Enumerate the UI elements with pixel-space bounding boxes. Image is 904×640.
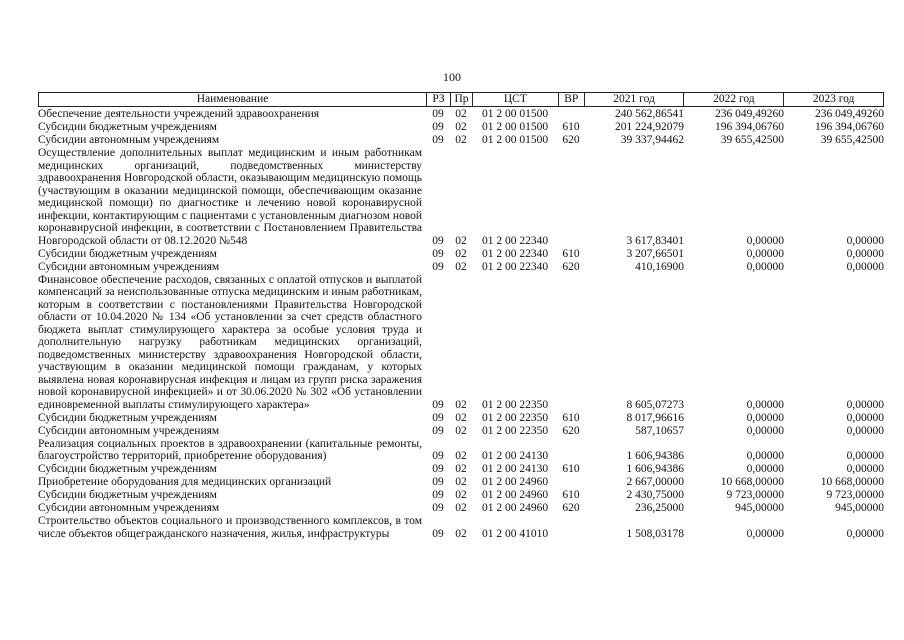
cell-name: Субсидии бюджетным учреждениям — [38, 411, 217, 424]
column-header-2022: 2022 год — [683, 93, 783, 106]
table-body — [38, 108, 884, 541]
cell-name: Субсидии автономным учреждениям — [38, 260, 220, 273]
cell-2023: 0,00000 — [846, 424, 884, 437]
cell-cst: 01 2 00 01500 — [481, 121, 549, 133]
table-row — [38, 425, 884, 438]
cell-rz: 09 — [432, 121, 444, 133]
cell-cst: 01 2 00 22350 — [481, 411, 549, 424]
cell-cst: 01 2 00 01500 — [481, 134, 549, 146]
table-row — [38, 274, 884, 412]
cell-2022: 0,00000 — [746, 424, 784, 437]
cell-name: Субсидии автономным учреждениям — [38, 502, 220, 514]
cell-cst: 01 2 00 24960 — [481, 489, 549, 501]
cell-2023: 0,00000 — [846, 527, 884, 540]
table-row — [38, 412, 884, 425]
cell-2023: 945,00000 — [835, 502, 884, 514]
cell-cst: 01 2 00 24130 — [481, 450, 549, 462]
cell-pr: 02 — [455, 134, 467, 146]
cell-2022: 0,00000 — [746, 463, 784, 475]
cell-rz: 09 — [432, 247, 444, 260]
cell-name: Реализация социальных проектов в здравоохранении (капитальные ремонты, благоустройство территорий, приобретение оборудования) — [38, 437, 422, 462]
cell-vr: 610 — [562, 463, 580, 475]
cell-pr: 02 — [455, 463, 467, 475]
cell-2021: 201 224,92079 — [615, 121, 684, 133]
cell-2022: 0,00000 — [746, 411, 784, 424]
cell-rz: 09 — [432, 108, 444, 120]
table-row — [38, 463, 884, 476]
cell-rz: 09 — [432, 398, 444, 411]
cell-2022: 39 655,42500 — [720, 134, 784, 146]
cell-name: Обеспечение деятельности учреждений здравоохранения — [38, 108, 320, 120]
cell-2022: 0,00000 — [746, 247, 784, 260]
cell-2023: 9 723,00000 — [826, 489, 884, 501]
cell-name: Субсидии бюджетным учреждениям — [38, 489, 217, 501]
table-header — [38, 92, 884, 107]
cell-name: Строительство объектов социального и производственного комплексов, в том числе объектов общегражданского назначения, жилья, инфраструктуры — [38, 515, 422, 540]
cell-2023: 10 668,00000 — [820, 476, 884, 488]
cell-2022: 0,00000 — [746, 450, 784, 462]
cell-cst: 01 2 00 22340 — [481, 247, 549, 260]
column-header-name: Наименование — [196, 93, 269, 105]
column-header-2023: 2023 год — [783, 93, 883, 106]
table-row — [38, 502, 884, 515]
cell-2022: 0,00000 — [746, 398, 784, 411]
cell-cst: 01 2 00 24960 — [481, 476, 549, 488]
cell-2021: 2 667,00000 — [626, 476, 684, 488]
column-header-2021: 2021 год — [584, 93, 684, 106]
cell-vr: 610 — [562, 247, 580, 260]
cell-vr: 620 — [562, 502, 580, 514]
cell-2023: 0,00000 — [846, 411, 884, 424]
column-header-rz: РЗ — [426, 93, 450, 106]
cell-pr: 02 — [455, 234, 467, 247]
cell-2023: 0,00000 — [846, 463, 884, 475]
cell-name: Осуществление дополнительных выплат медицинским и иным работникам медицинских организаций, подведомственных министерству здравоохранения Новгородской области, оказывающим медицинскую помощь (участвующим в оказании медицинской помощи, обеспечивающим оказание медицинской помощи) по диагностике и лечению новой коронавирусной инфекции, контактирующим с пациентами с установленным диагнозом новой коронавирусной инфекции, в соответствии с Постановлением Правительства Новгородской области от 08.12.2020 №548 — [38, 147, 422, 247]
table-row — [38, 108, 884, 121]
cell-2021: 236,25000 — [635, 502, 684, 514]
cell-pr: 02 — [455, 260, 467, 273]
cell-name: Субсидии автономным учреждениям — [38, 134, 220, 146]
cell-2021: 1 508,03178 — [626, 527, 684, 540]
table-row — [38, 476, 884, 489]
cell-rz: 09 — [432, 463, 444, 475]
column-header-cst: ЦСТ — [472, 93, 558, 106]
cell-2023: 196 394,06760 — [815, 121, 884, 133]
cell-2022: 0,00000 — [746, 234, 784, 247]
cell-2021: 3 617,83401 — [626, 234, 684, 247]
cell-2023: 0,00000 — [846, 450, 884, 462]
cell-rz: 09 — [432, 411, 444, 424]
cell-2021: 1 606,94386 — [626, 463, 684, 475]
table-row — [38, 248, 884, 261]
cell-pr: 02 — [455, 411, 467, 424]
cell-cst: 01 2 00 24130 — [481, 463, 549, 475]
cell-2023: 39 655,42500 — [820, 134, 884, 146]
cell-cst: 01 2 00 22340 — [481, 260, 549, 273]
cell-name: Приобретение оборудования для медицинских организаций — [38, 476, 332, 488]
cell-vr: 610 — [562, 121, 580, 133]
cell-2021: 39 337,94462 — [620, 134, 684, 146]
column-header-vr: ВР — [558, 93, 584, 106]
cell-cst: 01 2 00 01500 — [481, 108, 549, 120]
page-number: 100 — [443, 70, 461, 84]
cell-2021: 587,10657 — [635, 424, 684, 437]
cell-2022: 0,00000 — [746, 527, 784, 540]
cell-2023: 0,00000 — [846, 398, 884, 411]
cell-pr: 02 — [455, 247, 467, 260]
cell-rz: 09 — [432, 450, 444, 462]
cell-2021: 8 605,07273 — [626, 398, 684, 411]
cell-name: Субсидии автономным учреждениям — [38, 424, 220, 437]
cell-2023: 236 049,49260 — [815, 108, 884, 120]
cell-vr: 620 — [562, 260, 580, 273]
cell-rz: 09 — [432, 234, 444, 247]
table-row — [38, 515, 884, 540]
cell-pr: 02 — [455, 424, 467, 437]
cell-2022: 9 723,00000 — [726, 489, 784, 501]
cell-2021: 1 606,94386 — [626, 450, 684, 462]
cell-cst: 01 2 00 22350 — [481, 398, 549, 411]
cell-2021: 410,16900 — [635, 260, 684, 273]
cell-pr: 02 — [455, 476, 467, 488]
table-row — [38, 438, 884, 463]
cell-2022: 945,00000 — [735, 502, 784, 514]
cell-cst: 01 2 00 41010 — [481, 527, 549, 540]
cell-2022: 0,00000 — [746, 260, 784, 273]
cell-2021: 8 017,96616 — [626, 411, 684, 424]
cell-name: Субсидии бюджетным учреждениям — [38, 463, 217, 475]
cell-2022: 10 668,00000 — [720, 476, 784, 488]
table-row — [38, 134, 884, 147]
cell-rz: 09 — [432, 134, 444, 146]
table-row — [38, 489, 884, 502]
cell-rz: 09 — [432, 424, 444, 437]
cell-2021: 2 430,75000 — [626, 489, 684, 501]
cell-vr: 610 — [562, 411, 580, 424]
cell-rz: 09 — [432, 502, 444, 514]
table-row — [38, 261, 884, 274]
table-row — [38, 121, 884, 134]
cell-pr: 02 — [455, 502, 467, 514]
cell-2022: 236 049,49260 — [715, 108, 784, 120]
cell-rz: 09 — [432, 489, 444, 501]
cell-name: Финансовое обеспечение расходов, связанных с оплатой отпусков и выплатой компенсаций за неиспользованные отпуска медицинским и иным работникам, которым в соответствии с постановлениями Правительства Новгородской области от 10.04.2020 № 134 «Об установлении за счет средств областного бюджета выплат стимулирующего характера за особые условия труда и дополнительную нагрузку работникам медицинских организаций, подведомственных министерству здравоохранения Новгородской области, участвующим в оказании медицинской помощи гражданам, у которых выявлена новая коронавирусная инфекция и лицам из групп риска заражения новой коронавирусной инфекцией» и от 30.06.2020 № 302 «Об установлении единовременной выплаты стимулирующего характера» — [38, 273, 422, 411]
cell-cst: 01 2 00 22350 — [481, 424, 549, 437]
cell-rz: 09 — [432, 260, 444, 273]
cell-2023: 0,00000 — [846, 260, 884, 273]
cell-pr: 02 — [455, 527, 467, 540]
cell-2023: 0,00000 — [846, 247, 884, 260]
cell-pr: 02 — [455, 121, 467, 133]
cell-2021: 3 207,66501 — [626, 247, 684, 260]
cell-name: Субсидии бюджетным учреждениям — [38, 247, 217, 260]
table-row — [38, 147, 884, 247]
cell-rz: 09 — [432, 527, 444, 540]
cell-pr: 02 — [455, 398, 467, 411]
cell-vr: 620 — [562, 424, 580, 437]
cell-pr: 02 — [455, 450, 467, 462]
cell-2023: 0,00000 — [846, 234, 884, 247]
cell-2021: 240 562,86541 — [615, 108, 684, 120]
cell-2022: 196 394,06760 — [715, 121, 784, 133]
cell-vr: 620 — [562, 134, 580, 146]
cell-cst: 01 2 00 22340 — [481, 234, 549, 247]
column-header-pr: Пр — [450, 93, 472, 106]
cell-pr: 02 — [455, 489, 467, 501]
cell-name: Субсидии бюджетным учреждениям — [38, 121, 217, 133]
cell-cst: 01 2 00 24960 — [481, 502, 549, 514]
cell-pr: 02 — [455, 108, 467, 120]
cell-rz: 09 — [432, 476, 444, 488]
cell-vr: 610 — [562, 489, 580, 501]
